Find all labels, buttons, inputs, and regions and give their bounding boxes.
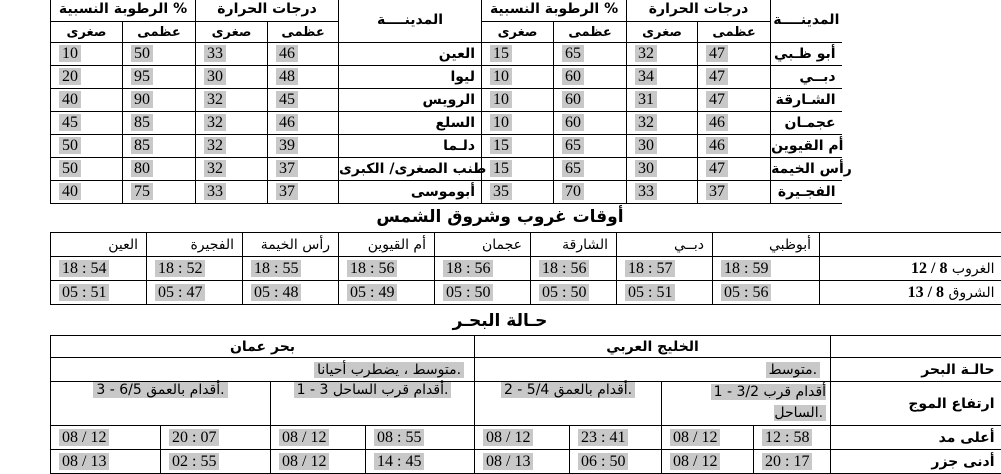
weather-table	[50, 0, 852, 204]
humidity-min: 40	[59, 91, 81, 108]
city-name: أم القيوين	[771, 135, 842, 158]
sun-city-name: أبوظبي	[768, 236, 811, 253]
gulf-low-2-date: 08 / 13	[483, 453, 533, 470]
temp-max: 45	[276, 91, 298, 108]
temp-max: 37	[276, 183, 298, 200]
humidity-max: 95	[131, 68, 153, 85]
sunrise-time: 05 : 49	[347, 284, 397, 301]
temp-min: 33	[204, 183, 226, 200]
city-name: رأس الخيمة	[771, 158, 842, 181]
hum-min-header: صغرى	[482, 22, 554, 43]
sunset-time: 18 : 56	[347, 260, 397, 277]
city-header-left: المدينــــة	[339, 0, 482, 43]
gulf-low-1-date: 08 / 12	[670, 453, 720, 470]
temp-max: 46	[276, 114, 298, 131]
sun-city-name: عجمان	[481, 236, 522, 253]
humidity-max: 50	[131, 45, 153, 62]
gulf-wave-shore: 1 - 3/2 أقدام قرب الساحل.	[711, 384, 826, 421]
temp-min: 30	[635, 137, 657, 154]
sunrise-time: 05 : 50	[539, 284, 589, 301]
oman-low-1-date: 08 / 12	[279, 453, 329, 470]
gulf-low-1-time: 20 : 17	[762, 453, 812, 470]
temp-max: 37	[276, 160, 298, 177]
temp-max: 39	[276, 137, 298, 154]
oman-low-2-date: 08 / 13	[59, 453, 109, 470]
sun-city-name: رأس الخيمة	[260, 236, 330, 253]
temp-min-header: صغرى	[627, 22, 698, 43]
humidity-min: 40	[59, 183, 81, 200]
sunset-time: 18 : 57	[625, 260, 675, 277]
sunset-time: 18 : 55	[251, 260, 301, 277]
humidity-min: 10	[490, 68, 512, 85]
sunrise-time: 05 : 56	[721, 284, 771, 301]
sunset-time: 18 : 56	[443, 260, 493, 277]
oman-low-1-time: 14 : 45	[374, 453, 424, 470]
hum-header-left: الرطوبة النسبية %	[51, 0, 196, 22]
city-name: دلـما	[339, 135, 482, 158]
sun-city-name: الشارقة	[562, 236, 608, 253]
hum-max-header: عظمى	[123, 22, 196, 43]
sunrise-time: 05 : 51	[59, 284, 109, 301]
table-row	[51, 43, 842, 66]
gulf-header: الخليج العربي	[475, 336, 831, 358]
city-name: أبوموسى	[339, 181, 482, 204]
temp-max: 46	[276, 45, 298, 62]
humidity-min: 15	[490, 160, 512, 177]
table-row	[51, 135, 842, 158]
humidity-max: 60	[562, 91, 584, 108]
humidity-max: 85	[131, 114, 153, 131]
hum-min-header: صغرى	[51, 22, 123, 43]
gulf-state: متوسط.	[766, 362, 820, 378]
oman-high-1-time: 08 : 55	[374, 429, 424, 446]
sun-city-name: أم القيوين	[367, 236, 426, 253]
city-name: ليوا	[339, 66, 482, 89]
low-tide-label: أدنى جزر	[831, 450, 1001, 474]
temp-max: 47	[706, 68, 728, 85]
temp-max-header: عظمى	[698, 22, 771, 43]
oman-high-2-date: 08 / 12	[59, 429, 109, 446]
sun-city-name: الفجيرة	[190, 236, 234, 253]
temp-min: 32	[635, 114, 657, 131]
city-name: العين	[339, 43, 482, 66]
oman-high-1-date: 08 / 12	[279, 429, 329, 446]
temp-max: 37	[706, 183, 728, 200]
sun-city-name: دبــي	[673, 236, 704, 253]
sunrise-time: 05 : 50	[443, 284, 493, 301]
city-name: عجمـان	[771, 112, 842, 135]
hum-header-right: الرطوبة النسبية %	[482, 0, 627, 22]
sunrise-time: 05 : 48	[251, 284, 301, 301]
sea-title: حـالة البحـر	[452, 311, 548, 331]
sun-city-name: العين	[108, 236, 138, 253]
humidity-max: 85	[131, 137, 153, 154]
temp-min: 32	[204, 137, 226, 154]
city-name: الرويس	[339, 89, 482, 112]
oman-header: بحر عمان	[51, 336, 475, 358]
oman-low-2-time: 02 : 55	[169, 453, 219, 470]
sunset-date: 12 / 8	[911, 259, 948, 277]
high-tide-label: أعلى مد	[831, 426, 1001, 450]
humidity-min: 10	[490, 91, 512, 108]
temp-min: 32	[204, 114, 226, 131]
gulf-high-1-time: 12 : 58	[762, 429, 812, 446]
gulf-high-1-date: 08 / 12	[670, 429, 720, 446]
oman-high-2-time: 20 : 07	[169, 429, 219, 446]
city-header-right: المدينــــة	[771, 0, 842, 43]
temp-max: 46	[706, 114, 728, 131]
table-row	[51, 181, 842, 204]
humidity-max: 60	[562, 114, 584, 131]
temp-min: 32	[635, 45, 657, 62]
humidity-max: 60	[562, 68, 584, 85]
sunrise-date: 13 / 8	[907, 283, 945, 301]
table-row	[51, 112, 842, 135]
temp-max-header: عظمى	[268, 22, 339, 43]
city-name: دبــي	[771, 66, 842, 89]
oman-wave-deep: 3 - 6/5 أقدام بالعمق.	[93, 382, 227, 398]
sunrise-time: 05 : 47	[155, 284, 205, 301]
temp-min: 33	[635, 183, 657, 200]
humidity-min: 50	[59, 160, 81, 177]
temp-header-left: درجات الحرارة	[196, 0, 339, 22]
sunrise-label: الشروق	[948, 284, 995, 301]
humidity-max: 65	[562, 45, 584, 62]
sunrise-time: 05 : 51	[625, 284, 675, 301]
temp-min: 33	[204, 45, 226, 62]
sunset-time: 18 : 59	[721, 260, 771, 277]
sea-state-label: حالـة البحر	[831, 358, 1001, 382]
city-name: طنب الصغرى/ الكبرى	[339, 158, 482, 181]
sunset-time: 18 : 54	[59, 260, 109, 277]
humidity-min: 20	[59, 68, 81, 85]
sunset-time: 18 : 52	[155, 260, 205, 277]
table-row	[51, 89, 842, 112]
humidity-max: 90	[131, 91, 153, 108]
sun-times-table	[50, 232, 1001, 305]
temp-header-right: درجات الحرارة	[627, 0, 771, 22]
temp-max: 46	[706, 137, 728, 154]
city-name: الشـارقة	[771, 89, 842, 112]
humidity-min: 45	[59, 114, 81, 131]
temp-min: 31	[635, 91, 657, 108]
humidity-max: 65	[562, 160, 584, 177]
sea-state-table	[50, 335, 1001, 474]
humidity-min: 50	[59, 137, 81, 154]
gulf-wave-deep: 2 - 5/4 أقدام بالعمق.	[501, 382, 635, 398]
temp-min: 34	[635, 68, 657, 85]
temp-min: 30	[204, 68, 226, 85]
city-name: أبو ظـبي	[771, 43, 842, 66]
temp-max: 47	[706, 160, 728, 177]
wave-label: ارتفاع الموج	[831, 382, 1001, 426]
temp-min: 30	[635, 160, 657, 177]
temp-min: 32	[204, 160, 226, 177]
temp-max: 48	[276, 68, 298, 85]
sunset-time: 18 : 56	[539, 260, 589, 277]
sunset-label: الغروب	[951, 260, 995, 277]
humidity-min: 10	[59, 45, 81, 62]
gulf-high-2-date: 08 / 12	[483, 429, 533, 446]
oman-wave-shore: 1 - 3 أقدام قرب الساحل.	[294, 382, 452, 398]
humidity-min: 10	[490, 114, 512, 131]
table-row	[51, 66, 842, 89]
humidity-max: 65	[562, 137, 584, 154]
humidity-min: 35	[490, 183, 512, 200]
table-row	[51, 158, 842, 181]
city-name: السلع	[339, 112, 482, 135]
gulf-low-2-time: 06 : 50	[578, 453, 628, 470]
humidity-max: 80	[131, 160, 153, 177]
temp-min-header: صغرى	[196, 22, 268, 43]
humidity-min: 15	[490, 45, 512, 62]
hum-max-header: عظمى	[554, 22, 627, 43]
oman-state: متوسط ، يضطرب أحيانا.	[314, 362, 464, 378]
temp-min: 32	[204, 91, 226, 108]
temp-max: 47	[706, 45, 728, 62]
gulf-high-2-time: 23 : 41	[578, 429, 628, 446]
humidity-max: 70	[562, 183, 584, 200]
humidity-min: 15	[490, 137, 512, 154]
humidity-max: 75	[131, 183, 153, 200]
sun-title: أوقات غروب وشروق الشمس	[376, 207, 624, 227]
temp-max: 47	[706, 91, 728, 108]
city-name: الفجـيرة	[771, 181, 842, 204]
